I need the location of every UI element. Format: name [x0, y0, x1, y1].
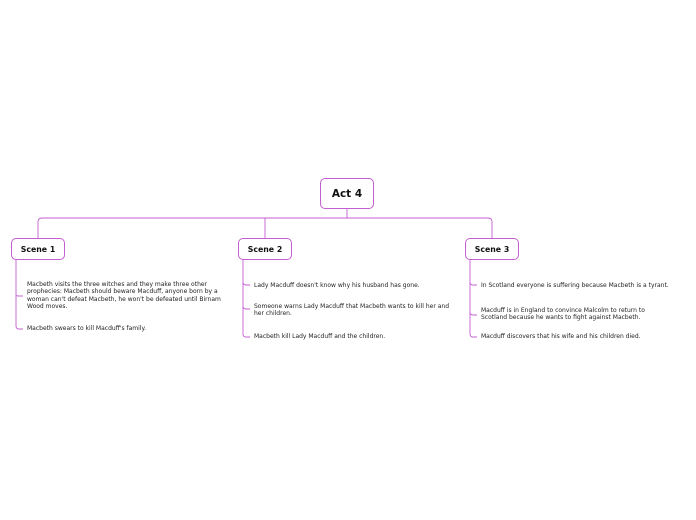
- scene-3-node[interactable]: Scene 3: [465, 238, 519, 260]
- scene-1-item-1[interactable]: Macbeth visits the three witches and they make three other prophecies: Macbeth should beware Macduff, anyone born by a woman can't defeat Macbeth, he won't be defeated until Birnam Wood moves.: [27, 281, 221, 311]
- root-node[interactable]: Act 4: [320, 178, 374, 209]
- scene-3-item-3[interactable]: Macduff discovers that his wife and his children died.: [481, 333, 641, 340]
- scene-1-node[interactable]: Scene 1: [11, 238, 65, 260]
- scene-2-item-1[interactable]: Lady Macduff doesn't know why his husband has gone.: [254, 282, 420, 289]
- scene-1-item-2[interactable]: Macbeth swears to kill Macduff's family.: [27, 325, 147, 332]
- connector-scene1: [16, 260, 23, 329]
- connector-scene3: [470, 260, 477, 337]
- connector-scene2: [243, 260, 250, 337]
- scene-2-node[interactable]: Scene 2: [238, 238, 292, 260]
- scene-3-item-2[interactable]: Macduff is in England to convince Malcolm to return to Scotland because he wants to fight against Macbeth.: [481, 307, 645, 322]
- scene-3-item-1[interactable]: In Scotland everyone is suffering because Macbeth is a tyrant.: [481, 282, 669, 289]
- scene-2-item-2[interactable]: Someone warns Lady Macduff that Macbeth wants to kill her and her children.: [254, 303, 450, 318]
- scene-2-item-3[interactable]: Macbeth kill Lady Macduff and the children.: [254, 333, 386, 340]
- connector-trunk: [38, 218, 492, 238]
